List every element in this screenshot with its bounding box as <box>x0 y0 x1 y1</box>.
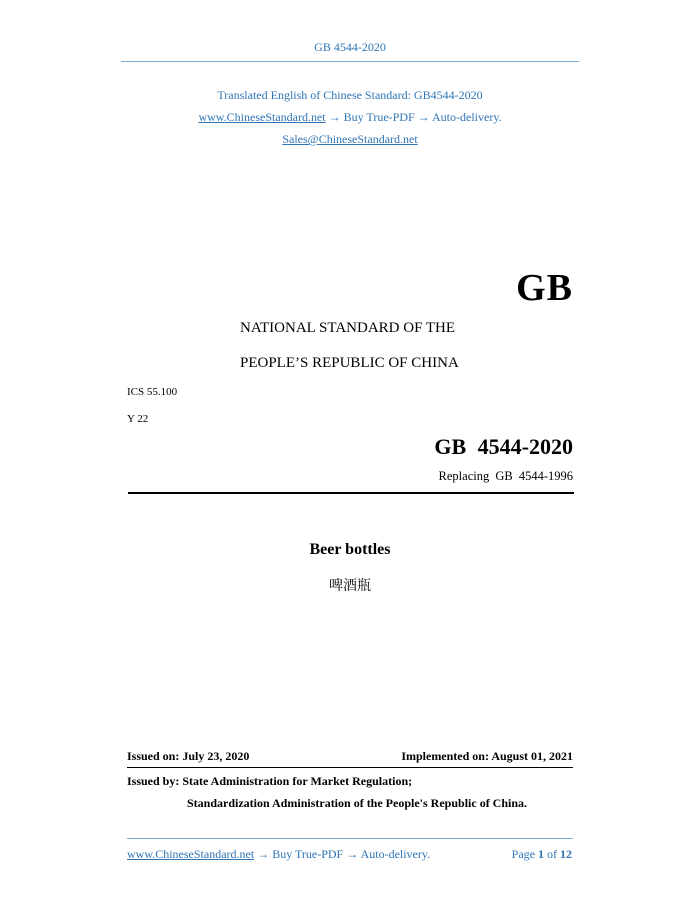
issued-by-line2: Standardization Administration of the People's Republic of China. <box>187 796 528 810</box>
ccs-code: Y 22 <box>127 413 149 425</box>
header-divider <box>121 61 579 62</box>
page-of: of <box>547 847 557 861</box>
issued-by-line1: Issued by: State Administration for Market Regulation; <box>127 774 413 788</box>
translation-notice <box>0 84 700 150</box>
replacing-note: Replacing GB 4544-1996 <box>438 469 573 483</box>
national-standard-line2: PEOPLE’S REPUBLIC OF CHINA <box>240 355 459 371</box>
translated-line: Translated English of Chinese Standard: GB4544-2020 <box>217 88 483 102</box>
page-current: 1 <box>538 847 544 861</box>
email-line <box>0 128 700 150</box>
buy-line <box>0 106 700 128</box>
gb-mark: GB <box>516 267 573 309</box>
footer-buy-text: → Buy True-PDF → Auto-delivery. <box>257 847 431 861</box>
footer-links <box>127 847 430 862</box>
issued-on: Issued on: July 23, 2020 <box>127 749 250 763</box>
page-total: 12 <box>560 847 572 861</box>
page-indicator <box>512 847 572 862</box>
implemented-on: Implemented on: August 01, 2021 <box>401 749 573 763</box>
footer-site-link[interactable]: www.ChineseStandard.net <box>127 847 255 861</box>
page-label: Page <box>511 847 535 861</box>
ics-code: ICS 55.100 <box>127 386 178 398</box>
cover-divider <box>128 492 574 494</box>
header-title: GB 4544-2020 <box>314 40 386 54</box>
issue-divider <box>127 767 573 768</box>
national-standard-line1: NATIONAL STANDARD OF THE <box>240 320 456 336</box>
site-link[interactable]: www.ChineseStandard.net <box>198 110 326 124</box>
document-title-en: Beer bottles <box>309 541 391 558</box>
footer-divider <box>127 838 573 839</box>
document-title-cn: 啤酒瓶 <box>329 578 371 594</box>
buy-text: → Buy True-PDF → Auto-delivery. <box>328 110 502 124</box>
standard-number: GB 4544-2020 <box>434 434 573 459</box>
email-link[interactable]: Sales@ChineseStandard.net <box>282 132 418 146</box>
